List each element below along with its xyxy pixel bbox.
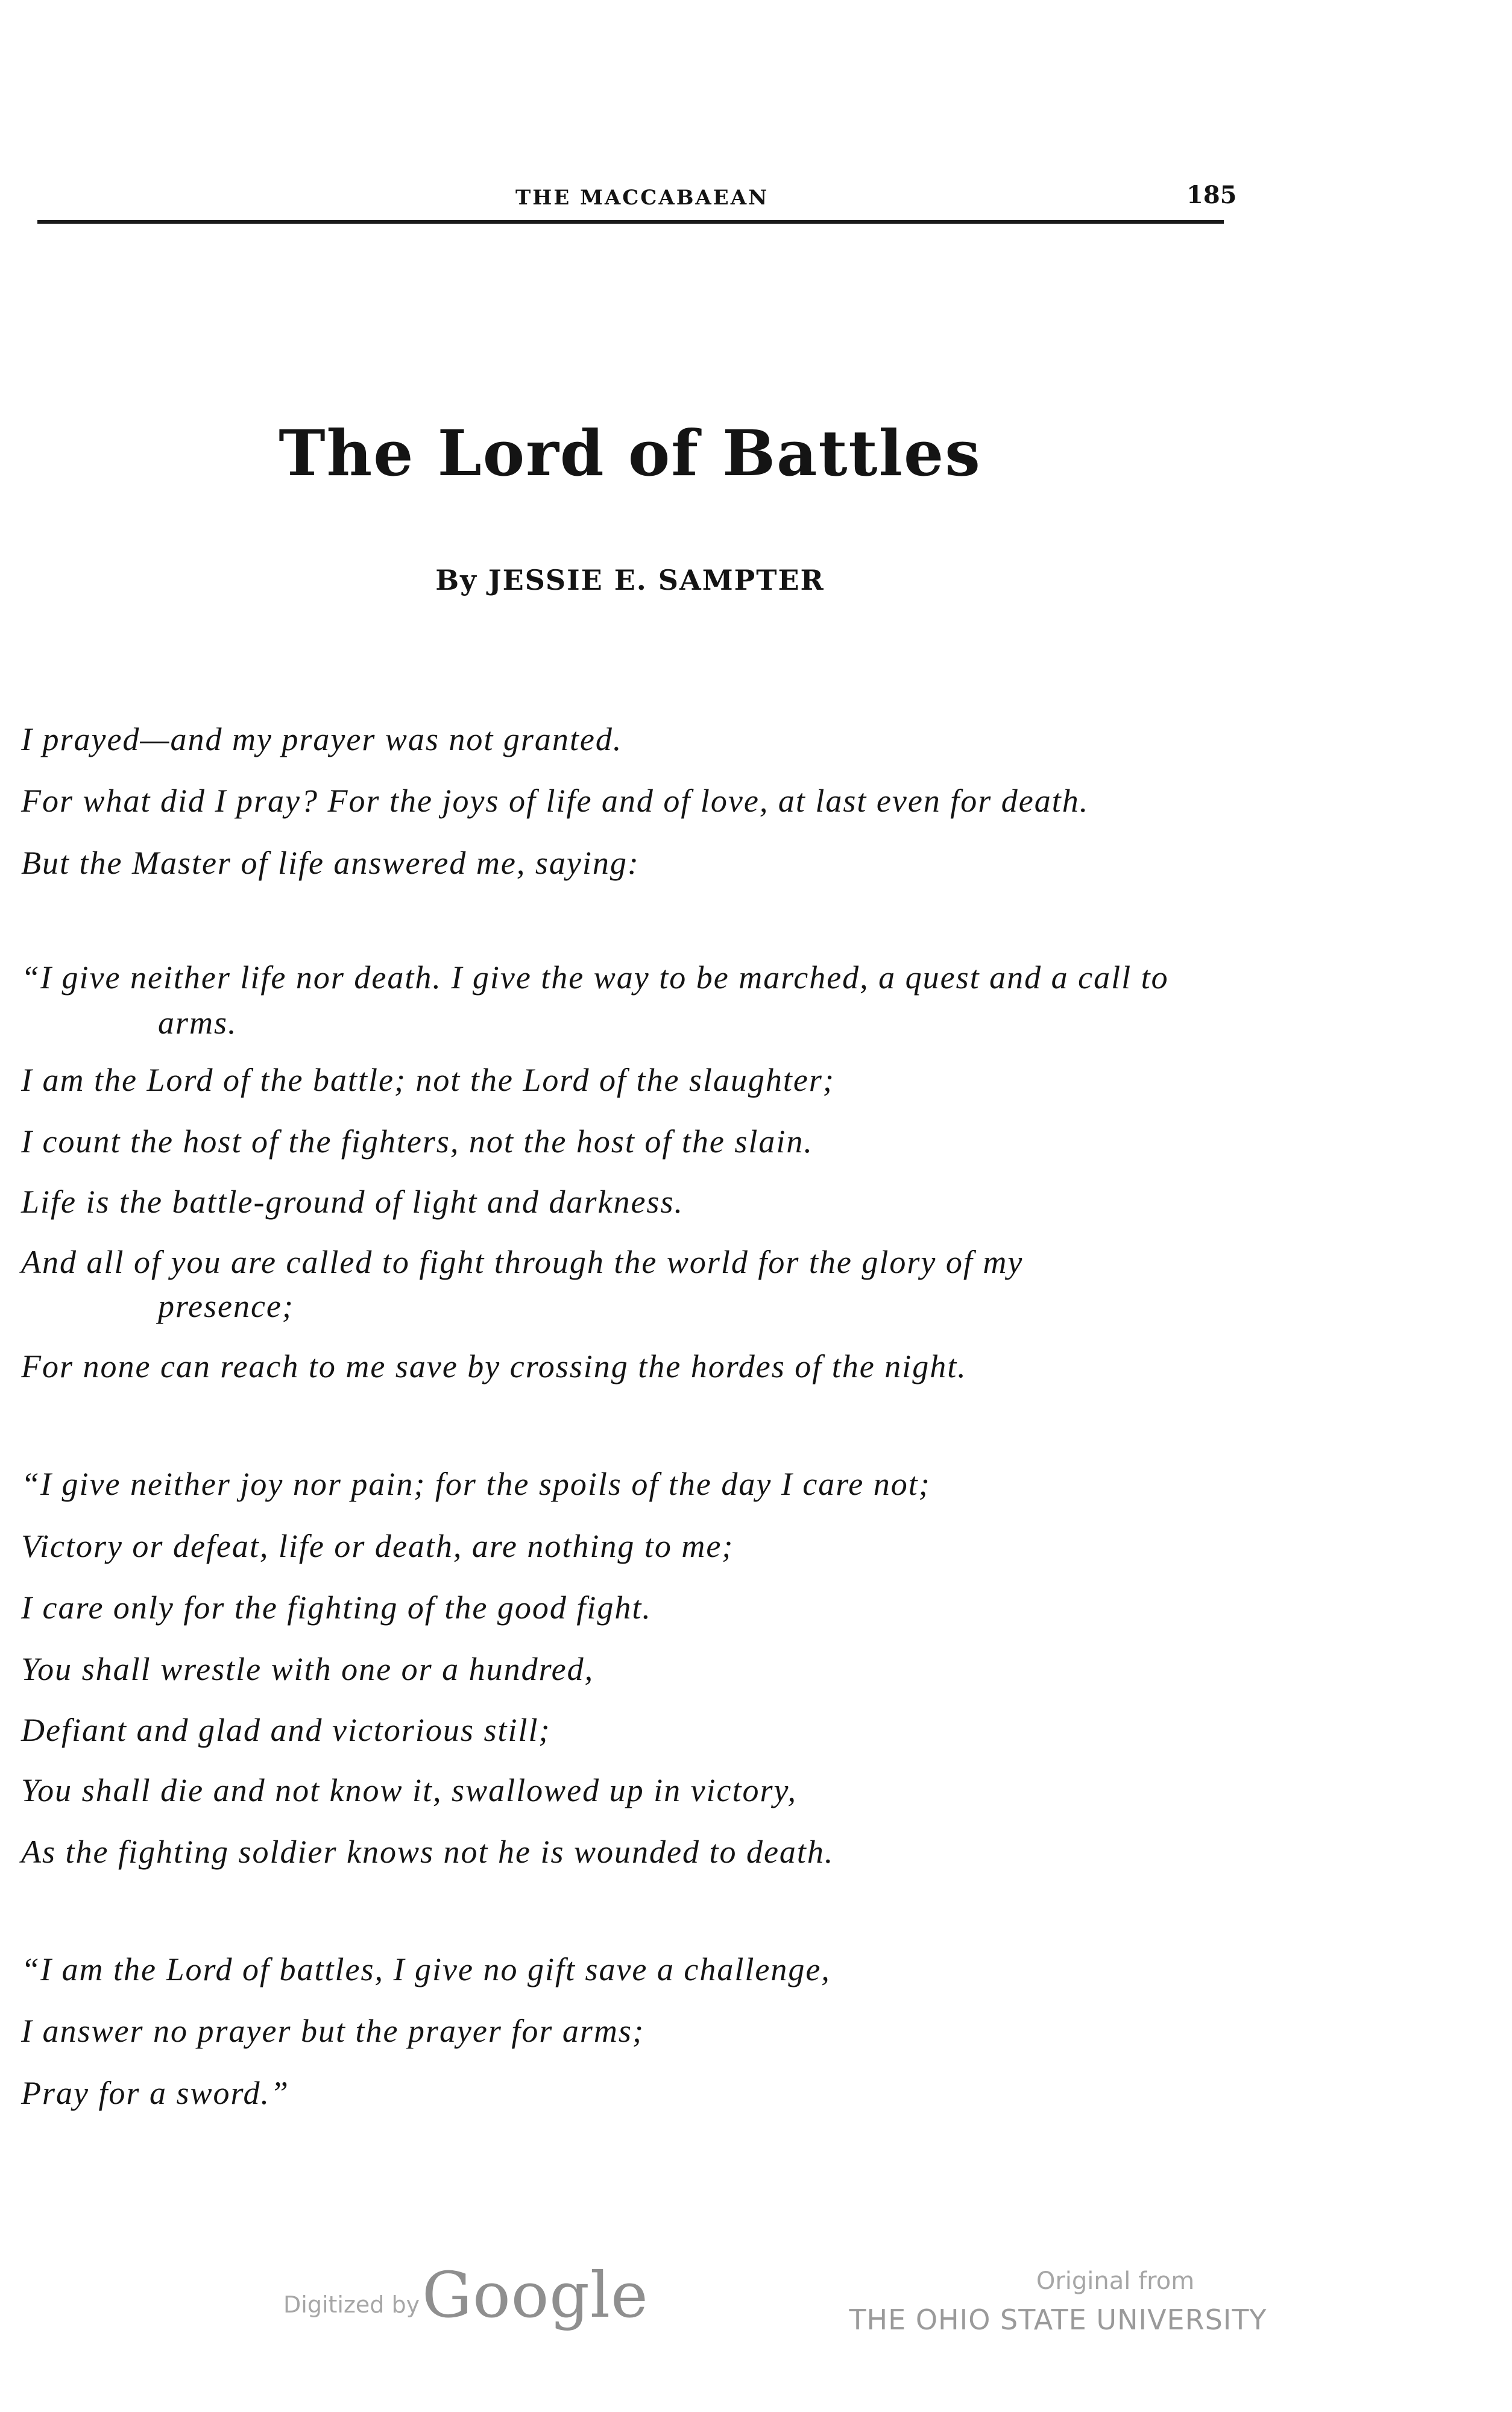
poem-line: For what did I pray? For the joys of life and of love, at last even for death. (21, 783, 1089, 819)
poem-line: As the fighting soldier knows not he is wounded to death. (21, 1834, 834, 1870)
poem-line-continuation: arms. (158, 1005, 238, 1041)
poem-line: I prayed—and my prayer was not granted. (21, 721, 623, 757)
poem-line: I care only for the fighting of the good fight. (21, 1590, 652, 1626)
running-head-title: THE MACCABAEAN (515, 186, 769, 210)
poem-line: “I give neither life nor death. I give the way to be marched, a quest and a call to (21, 959, 1169, 996)
google-logo: Google (422, 2258, 649, 2332)
header-rule (37, 220, 1224, 224)
original-from-label: Original from (1036, 2267, 1195, 2295)
digitized-by-label: Digitized by (283, 2291, 420, 2318)
poem-line: You shall wrestle with one or a hundred, (21, 1651, 594, 1687)
poem-line: Life is the battle-ground of light and darkness. (21, 1184, 684, 1220)
byline: By JESSIE E. SAMPTER (435, 564, 825, 596)
poem-line: Pray for a sword.” (21, 2075, 290, 2111)
poem-line: But the Master of life answered me, saying: (21, 845, 640, 881)
poem-line: Defiant and glad and victorious still; (21, 1712, 551, 1748)
poem-line: I count the host of the fighters, not the host of the slain. (21, 1123, 813, 1160)
poem-title: The Lord of Battles (279, 416, 981, 490)
poem-line: You shall die and not know it, swallowed up in victory, (21, 1772, 798, 1808)
poem-line: I answer no prayer but the prayer for arms; (21, 2013, 644, 2049)
poem-line: For none can reach to me save by crossing the hordes of the night. (21, 1348, 967, 1384)
university-name: THE OHIO STATE UNIVERSITY (849, 2303, 1267, 2336)
poem-line: “I am the Lord of battles, I give no gift save a challenge, (21, 1951, 831, 1987)
poem-line: And all of you are called to fight through the world for the glory of my (21, 1244, 1024, 1280)
poem-line: Victory or defeat, life or death, are nothing to me; (21, 1528, 734, 1564)
poem-line: “I give neither joy nor pain; for the spoils of the day I care not; (21, 1466, 931, 1502)
poem-line: I am the Lord of the battle; not the Lord of the slaughter; (21, 1062, 835, 1098)
page-number: 185 (1186, 181, 1237, 209)
poem-line-continuation: presence; (158, 1288, 294, 1324)
